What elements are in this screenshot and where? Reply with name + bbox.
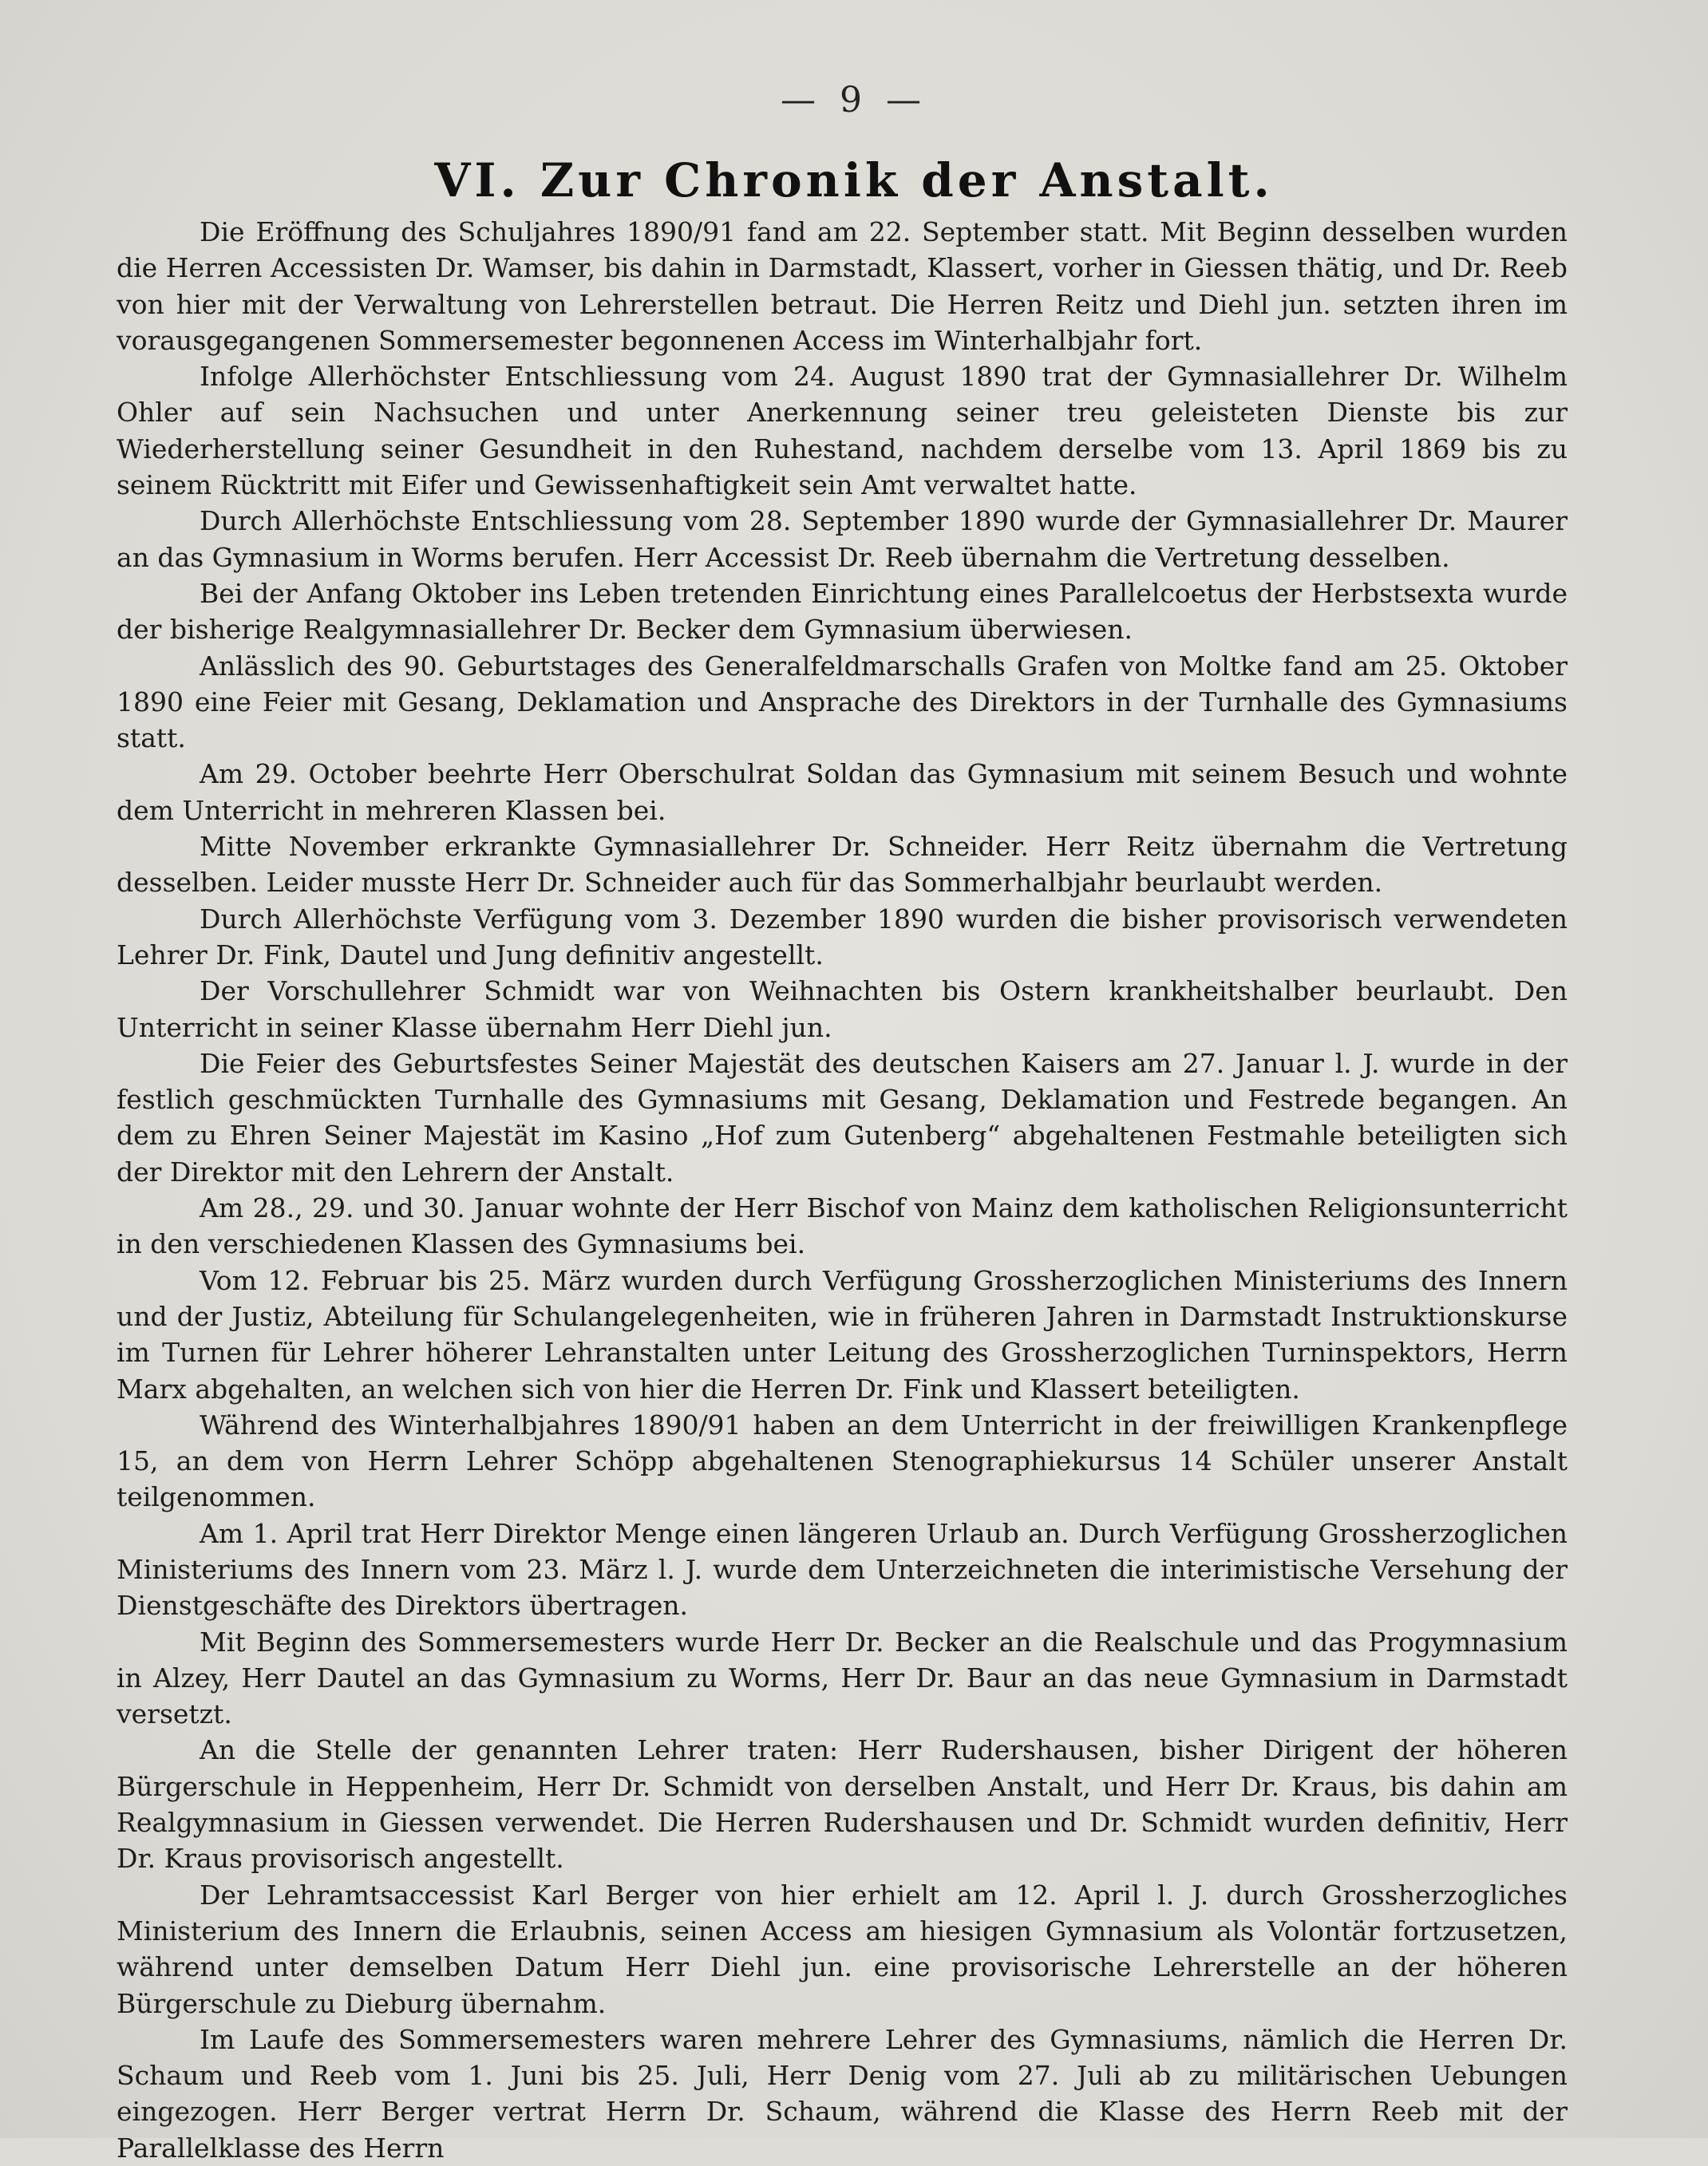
paragraph: Bei der Anfang Oktober ins Leben tretenden Einrichtung eines Parallelcoetus der Herbstsexta wurde der bisherige Realgymnasiallehrer Dr. Becker dem Gymnasium überwiesen. bbox=[117, 577, 1568, 646]
paragraph: Anlässlich des 90. Geburtstages des Generalfeldmarschalls Grafen von Moltke fand am 25. Oktober 1890 eine Feier mit Gesang, Deklamation und Ansprache des Direktors in der Turnhalle des Gymnasiums statt. bbox=[117, 650, 1568, 754]
paragraph: Die Eröffnung des Schuljahres 1890/91 fand am 22. September statt. Mit Beginn desselben wurden die Herren Accessisten Dr. Wamser, bis dahin in Darmstadt, Klassert, vorher in Giessen thätig, und Dr. Reeb von hier mit der Verwaltung von Lehrerstellen betraut. Die Herren Reitz und Diehl jun. setzten ihren im vorausgegangenen Sommersemester begonnenen Access im Winterhalbjahr fort. bbox=[117, 216, 1568, 356]
paragraph: Infolge Allerhöchster Entschliessung vom 24. August 1890 trat der Gymnasiallehrer Dr. Wilhelm Ohler auf sein Nachsuchen und unter Anerkennung seiner treu geleisteten Dienste bis zur Wiederherstellung seiner Gesundheit in den Ruhestand, nachdem derselbe vom 13. April 1869 bis zu seinem Rücktritt mit Eifer und Gewissenhaftigkeit sein Amt verwaltet hatte. bbox=[117, 361, 1568, 501]
paragraph: Im Laufe des Sommersemesters waren mehrere Lehrer des Gymnasiums, nämlich die Herren Dr. Schaum und Reeb vom 1. Juni bis 25. Juli, Herr Denig vom 27. Juli ab zu militärischen Uebungen eingezogen. Herr Berger vertrat Herrn Dr. Schaum, während die Klasse des Herrn Reeb mit der Parallelklasse des Herrn bbox=[117, 2023, 1568, 2164]
paragraph: Während des Winterhalbjahres 1890/91 haben an dem Unterricht in der freiwilligen Krankenpflege 15, an dem von Herrn Lehrer Schöpp abgehaltenen Stenographiekursus 14 Schüler unserer Anstalt teilgenommen. bbox=[117, 1409, 1568, 1513]
paragraph: Am 1. April trat Herr Direktor Menge einen längeren Urlaub an. Durch Verfügung Grossherzoglichen Ministeriums des Innern vom 23. März l. J. wurde dem Unterzeichneten die interimistische Versehung der Dienstgeschäfte des Direktors übertragen. bbox=[117, 1517, 1568, 1622]
paragraph: Durch Allerhöchste Entschliessung vom 28. September 1890 wurde der Gymnasiallehrer Dr. Maurer an das Gymnasium in Worms berufen. Herr Accessist Dr. Reeb übernahm die Vertretung desselben. bbox=[117, 505, 1568, 573]
paragraph: Vom 12. Februar bis 25. März wurden durch Verfügung Grossherzoglichen Ministeriums des Innern und der Justiz, Abteilung für Schulangelegenheiten, wie in früheren Jahren in Darmstadt Instruktionskurse im Turnen für Lehrer höherer Lehranstalten unter Leitung des Grossherzoglichen Turninspektors, Herrn Marx abgehalten, an welchen sich von hier die Herren Dr. Fink und Klassert beteiligten. bbox=[117, 1264, 1568, 1405]
paragraph: Am 28., 29. und 30. Januar wohnte der Herr Bischof von Mainz dem katholischen Religionsunterricht in den verschiedenen Klassen des Gymnasiums bei. bbox=[117, 1192, 1568, 1260]
section-title: VI. Zur Chronik der Anstalt. bbox=[434, 153, 1274, 208]
paragraph: Mitte November erkrankte Gymnasiallehrer Dr. Schneider. Herr Reitz übernahm die Vertretung desselben. Leider musste Herr Dr. Schneider auch für das Sommerhalbjahr beurlaubt werden. bbox=[117, 831, 1568, 899]
paragraph: Die Feier des Geburtsfestes Seiner Majestät des deutschen Kaisers am 27. Januar l. J. wurde in der festlich geschmückten Turnhalle des Gymnasiums mit Gesang, Deklamation und Festrede begangen. An dem zu Ehren Seiner Majestät im Kasino „Hof zum Gutenberg“ abgehaltenen Festmahle beteiligten sich der Direktor mit den Lehrern der Anstalt. bbox=[117, 1047, 1568, 1188]
paragraph: Am 29. October beehrte Herr Oberschulrat Soldan das Gymnasium mit seinem Besuch und wohnte dem Unterricht in mehreren Klassen bei. bbox=[117, 758, 1568, 826]
page-number: — 9 — bbox=[781, 80, 927, 121]
paragraph: An die Stelle der genannten Lehrer traten: Herr Rudershausen, bisher Dirigent der höheren Bürgerschule in Heppenheim, Herr Dr. Schmidt von derselben Anstalt, und Herr Dr. Kraus, bis dahin am Realgymnasium in Giessen verwendet. Die Herren Rudershausen und Dr. Schmidt wurden definitiv, Herr Dr. Kraus provisorisch angestellt. bbox=[117, 1734, 1568, 1875]
chronicle-body bbox=[117, 214, 1568, 2166]
paragraph: Durch Allerhöchste Verfügung vom 3. Dezember 1890 wurden die bisher provisorisch verwendeten Lehrer Dr. Fink, Dautel und Jung definitiv angestellt. bbox=[117, 903, 1568, 970]
paragraph: Der Lehramtsaccessist Karl Berger von hier erhielt am 12. April l. J. durch Grossherzogliches Ministerium des Innern die Erlaubnis, seinen Access am hiesigen Gymnasium als Volontär fortzusetzen, während unter demselben Datum Herr Diehl jun. eine provisorische Lehrerstelle an der höheren Bürgerschule zu Dieburg übernahm. bbox=[117, 1879, 1568, 2019]
paragraph: Der Vorschullehrer Schmidt war von Weihnachten bis Ostern krankheitshalber beurlaubt. Den Unterricht in seiner Klasse übernahm Herr Diehl jun. bbox=[117, 975, 1568, 1043]
paragraph: Mit Beginn des Sommersemesters wurde Herr Dr. Becker an die Realschule und das Progymnasium in Alzey, Herr Dautel an das Gymnasium zu Worms, Herr Dr. Baur an das neue Gymnasium in Darmstadt versetzt. bbox=[117, 1626, 1568, 1730]
